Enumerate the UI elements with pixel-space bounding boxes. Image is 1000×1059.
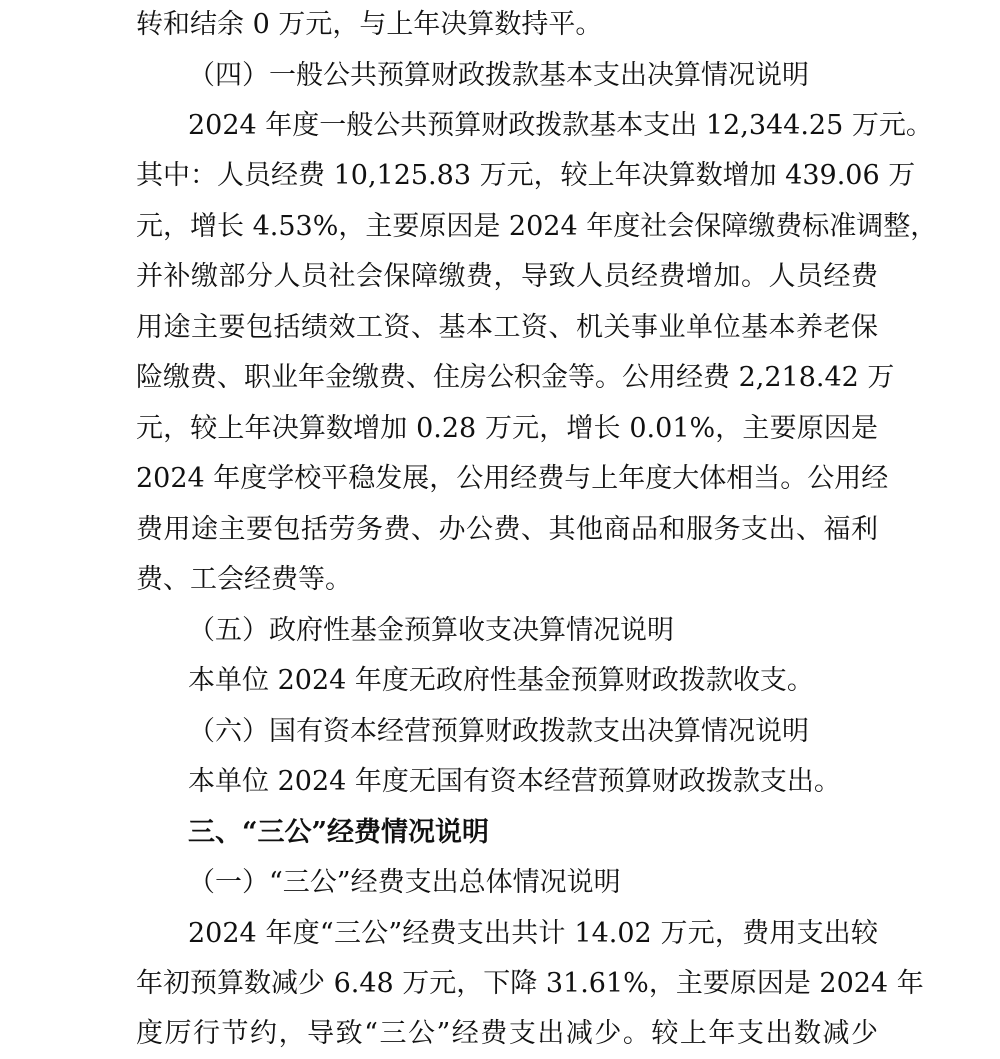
paragraph-line: 本单位 2024 年度无国有资本经营预算财政拨款支出。 <box>188 766 841 797</box>
section-heading-5: （五）政府性基金预算收支决算情况说明 <box>188 615 674 646</box>
chapter-heading-3: 三、“三公”经费情况说明 <box>188 817 490 848</box>
paragraph-line: 年初预算数减少 6.48 万元，下降 31.61%，主要原因是 2024 年 <box>136 968 924 999</box>
paragraph-line: 并补缴部分人员社会保障缴费，导致人员经费增加。人员经费 <box>136 261 878 292</box>
paragraph-line: 险缴费、职业年金缴费、住房公积金等。公用经费 2,218.42 万 <box>136 362 895 393</box>
paragraph-line: 度厉行节约，导致“三公”经费支出减少。较上年支出数减少 <box>136 1018 878 1049</box>
subsection-heading-1: （一）“三公”经费支出总体情况说明 <box>188 867 621 898</box>
paragraph-line: 元，增长 4.53%，主要原因是 2024 年度社会保障缴费标准调整， <box>136 211 938 242</box>
paragraph-line: 其中：人员经费 10,125.83 万元，较上年决算数增加 439.06 万 <box>136 160 916 191</box>
paragraph-line: 2024 年度“三公”经费支出共计 14.02 万元，费用支出较 <box>188 918 878 949</box>
paragraph-line: 费用途主要包括劳务费、办公费、其他商品和服务支出、福利 <box>136 514 878 545</box>
paragraph-line: 2024 年度一般公共预算财政拨款基本支出 12,344.25 万元。 <box>188 110 933 141</box>
paragraph-line: 用途主要包括绩效工资、基本工资、机关事业单位基本养老保 <box>136 312 878 343</box>
section-heading-6: （六）国有资本经营预算财政拨款支出决算情况说明 <box>188 716 809 747</box>
section-heading-4: （四）一般公共预算财政拨款基本支出决算情况说明 <box>188 60 809 91</box>
paragraph-line: 费、工会经费等。 <box>136 564 352 595</box>
paragraph-line: 本单位 2024 年度无政府性基金预算财政拨款收支。 <box>188 665 814 696</box>
paragraph-line: 转和结余 0 万元，与上年决算数持平。 <box>136 9 603 40</box>
paragraph-line: 2024 年度学校平稳发展，公用经费与上年度大体相当。公用经 <box>136 463 889 494</box>
paragraph-line: 元，较上年决算数增加 0.28 万元，增长 0.01%，主要原因是 <box>136 413 878 444</box>
